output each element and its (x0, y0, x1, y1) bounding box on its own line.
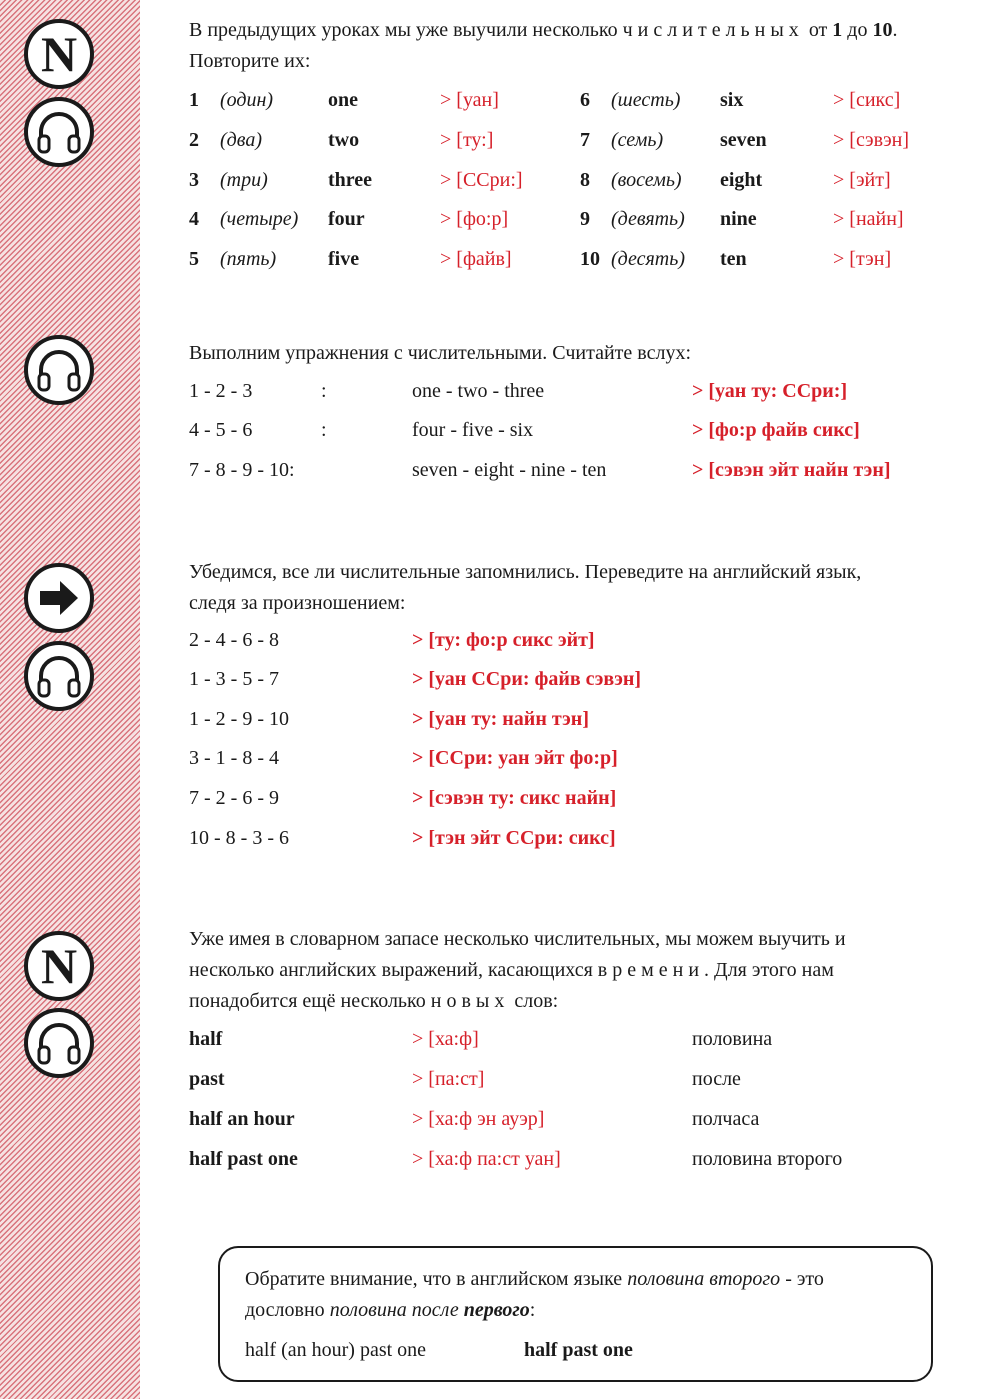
number: 6 (580, 89, 590, 111)
english-word: three (328, 169, 373, 191)
number: 9 (580, 208, 590, 230)
pronunciation: > [файв] (440, 248, 512, 270)
note-line: half (an hour) past one (245, 1339, 427, 1361)
number-sequence: 3 - 1 - 8 - 4 (189, 747, 279, 769)
section2-intro: Выполним упражнения с числительными. Считайте вслух: (189, 342, 692, 364)
russian-translation: полчаса (692, 1108, 760, 1130)
pronunciation: > [фо:р] (440, 208, 509, 230)
section3-intro: Убедимся, все ли числительные запомнились. Переведите на английский язык, следя за произношением: (189, 561, 862, 614)
number: 5 (189, 248, 199, 270)
english-word: half (189, 1028, 223, 1050)
russian-word: (четыре) (220, 208, 299, 230)
pronunciation: > [ССри: уан эйт фо:р] (412, 747, 618, 769)
note-line: дословно половина после первого: (245, 1299, 536, 1321)
english-word: four (328, 208, 365, 230)
english-word: past (189, 1068, 225, 1090)
pronunciation: > [фо:р файв сикс] (692, 419, 860, 441)
english-sequence: four - five - six (412, 419, 534, 441)
number-sequence: 2 - 4 - 6 - 8 (189, 629, 279, 651)
english-sequence: one - two - three (412, 380, 545, 402)
number-sequence: 4 - 5 - 6 (189, 419, 253, 441)
russian-word: (десять) (611, 248, 686, 270)
n-icon: N (24, 19, 94, 89)
number-sequence: 1 - 3 - 5 - 7 (189, 668, 279, 690)
number: 10 (580, 248, 600, 270)
russian-word: (пять) (220, 248, 277, 270)
note-box (218, 1246, 933, 1382)
number-sequence: 1 - 2 - 3 (189, 380, 253, 402)
russian-word: (три) (220, 169, 268, 191)
pronunciation: > [тэн эйт ССри: сикс] (412, 827, 616, 849)
pronunciation: > [ха:ф] (412, 1028, 479, 1050)
n-icon: N (24, 931, 94, 1001)
english-word: eight (720, 169, 763, 191)
number: 4 (189, 208, 199, 230)
colon: : (321, 380, 327, 402)
pronunciation: > [найн] (833, 208, 904, 230)
pronunciation: > [эйт] (833, 169, 891, 191)
pronunciation: > [уан ССри: файв сэвэн] (412, 668, 642, 690)
english-word: five (328, 248, 360, 270)
headphones-icon (24, 641, 94, 711)
russian-translation: после (692, 1068, 741, 1090)
pronunciation: > [па:ст] (412, 1068, 485, 1090)
number: 8 (580, 169, 590, 191)
russian-translation: половина (692, 1028, 773, 1050)
russian-word: (один) (220, 89, 274, 111)
number-sequence: 10 - 8 - 3 - 6 (189, 827, 289, 849)
headphones-icon (24, 97, 94, 167)
russian-word: (два) (220, 129, 262, 151)
pronunciation: > [сэвэн ту: сикс найн] (412, 787, 617, 809)
number-sequence: 7 - 2 - 6 - 9 (189, 787, 279, 809)
english-word: seven (720, 129, 767, 151)
headphones-icon (24, 335, 94, 405)
headphones-icon (24, 1008, 94, 1078)
pronunciation: > [тэн] (833, 248, 892, 270)
note-emphasis: half past one (524, 1339, 633, 1361)
english-word: two (328, 129, 360, 151)
russian-translation: половина второго (692, 1148, 843, 1170)
english-word: ten (720, 248, 747, 270)
pronunciation: > [уан] (440, 89, 499, 111)
number: 3 (189, 169, 199, 191)
section4-intro: Уже имея в словарном запасе несколько числительных, мы можем выучить и несколько английских выражений, касающихся времени. Для этого нам понадобится ещё несколько новых слов: (189, 928, 846, 1012)
pronunciation: > [сэвэн] (833, 129, 910, 151)
english-sequence: seven - eight - nine - ten (412, 459, 607, 481)
pronunciation: > [ха:ф па:ст уан] (412, 1148, 561, 1170)
pronunciation: > [сикс] (833, 89, 901, 111)
number: 2 (189, 129, 199, 151)
colon: : (321, 419, 327, 441)
english-word: half past one (189, 1148, 298, 1170)
pronunciation: > [сэвэн эйт найн тэн] (692, 459, 891, 481)
pronunciation: > [уан ту: ССри:] (692, 380, 848, 402)
russian-word: (семь) (611, 129, 664, 151)
english-word: nine (720, 208, 757, 230)
pronunciation: > [ту:] (440, 129, 494, 151)
pronunciation: > [ССри:] (440, 169, 523, 191)
english-word: one (328, 89, 358, 111)
number: 7 (580, 129, 590, 151)
section1-intro: В предыдущих уроках мы уже выучили несколько числительных от 1 до 10. Повторите их: (189, 19, 898, 72)
number: 1 (189, 89, 199, 111)
russian-word: (шесть) (611, 89, 681, 111)
number-sequence: 7 - 8 - 9 - 10: (189, 459, 295, 481)
russian-word: (девять) (611, 208, 685, 230)
pronunciation: > [ту: фо:р сикс эйт] (412, 629, 595, 651)
pronunciation: > [ха:ф эн ауэр] (412, 1108, 545, 1130)
english-word: half an hour (189, 1108, 295, 1130)
pronunciation: > [уан ту: найн тэн] (412, 708, 589, 730)
russian-word: (восемь) (611, 169, 682, 191)
number-sequence: 1 - 2 - 9 - 10 (189, 708, 289, 730)
note-line: Обратите внимание, что в английском языке половина второго - это (245, 1268, 824, 1290)
decorative-sidebar (0, 0, 140, 1399)
english-word: six (720, 89, 744, 111)
arrow-right-icon (24, 563, 94, 633)
